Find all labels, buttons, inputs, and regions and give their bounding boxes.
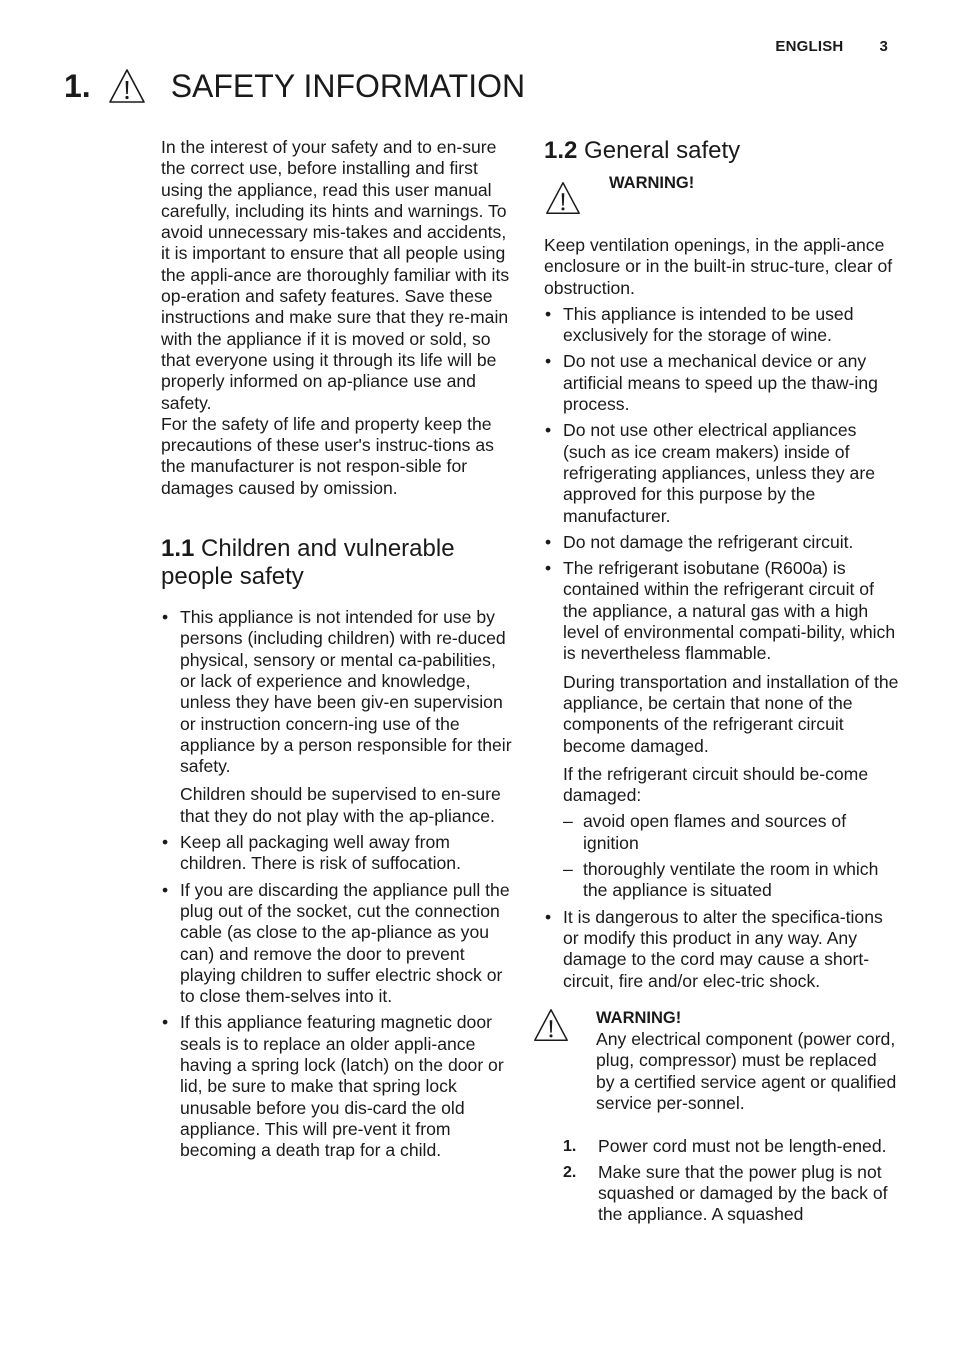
warning-triangle-icon <box>544 179 582 217</box>
numbered-item <box>563 1162 899 1226</box>
page-number: 3 <box>879 38 888 55</box>
list-item: • Do not damage the refrigerant circuit. <box>544 532 899 553</box>
section-title: Children and vulnerable people safety <box>161 535 455 591</box>
list-item: • This appliance is not intended for use by persons (including children) with re-duced physical, sensory or mental ca-pabilities, or lack of experience and knowledge, unless they have been giv-en supervision or instruction concern-ing use of the appliance by a person responsible for their safety. Children should be supervised to en-sure that they do not play with the ap-pliance. <box>161 607 513 827</box>
page-title <box>64 66 525 106</box>
dash-item: – avoid open flames and sources of ignition <box>563 811 899 854</box>
list-item: • Keep all packaging well away from children. There is risk of suffocation. <box>161 832 513 875</box>
item-number: 2. <box>563 1163 577 1181</box>
warning-triangle-icon <box>107 66 147 106</box>
children-safety-list <box>161 607 513 1161</box>
list-item: • If this appliance featuring magnetic door seals is to replace an older appli-ance having a spring lock (latch) on the door or lid, be sure to make that spring lock unusable before you dis-card the old appliance. This will pre-vent it from becoming a death trap for a child. <box>161 1012 513 1161</box>
list-item: • The refrigerant isobutane (R600a) is contained within the refrigerant circuit of the appliance, a natural gas with a high level of environmental compati-bility, which is nevertheless flammable. During transportation and installation of the appliance, be certain that none of the components of the refrigerant circuit become damaged. If the refrigerant circuit should be-come damaged: – avoid open flames and sources of ignition – thoroughly ventilate the room in which the appliance is situated <box>544 558 899 901</box>
general-safety-list <box>544 304 899 992</box>
section-1-2-heading <box>544 137 899 165</box>
warning-box <box>544 173 899 219</box>
list-item-note: If the refrigerant circuit should be-come damaged: <box>563 763 869 806</box>
list-item: • Do not use a mechanical device or any artificial means to speed up the thaw-ing process. <box>544 351 899 415</box>
left-column <box>161 137 513 1166</box>
warning-box-electrical <box>532 1008 899 1114</box>
section-number: 1.1 <box>161 535 195 563</box>
chapter-title: SAFETY INFORMATION <box>170 67 526 104</box>
list-item: • It is dangerous to alter the specifica-tions or modify this product in any way. Any damage to the cord may cause a short-circuit, fire and/or elec-tric shock. <box>544 907 899 992</box>
item-text: Make sure that the power plug is not squashed or damaged by the back of the appliance. A squashed <box>598 1161 888 1225</box>
numbered-item <box>563 1136 899 1157</box>
section-1-1-heading <box>161 535 513 591</box>
warning-text: Any electrical component (power cord, plug, compressor) must be replaced by a certified service agent or qualified service per-sonnel. <box>596 1029 897 1113</box>
right-column <box>544 137 899 1229</box>
item-number: 1. <box>563 1138 577 1156</box>
list-item-note: During transportation and installation of the appliance, be certain that none of the components of the refrigerant circuit become damaged. <box>563 671 899 756</box>
warning-label: WARNING! <box>596 1008 682 1027</box>
list-item: • Do not use other electrical appliances (such as ice cream makers) inside of refrigerating appliances, unless they are approved for this purpose by the manufacturer. <box>544 420 899 526</box>
intro-paragraph-1: In the interest of your safety and to en-sure the correct use, before installing and first using the appliance, read this user manual carefully, including its hints and warnings. To avoid unnecessary mis-takes and accidents, it is important to ensure that all people using the appli-ance are thoroughly familiar with its op-eration and safety features. Save these instructions and make sure that they re-main with the appliance if it is moved or sold, so that everyone using it through its life will be properly informed on ap-pliance use and safety. <box>161 137 510 413</box>
warning-triangle-icon <box>532 1006 570 1044</box>
list-item: • If you are discarding the appliance pull the plug out of the socket, cut the connection cable (as close to the ap-pliance as you can) and remove the door to prevent playing children to suffer electric shock or to close them-selves into it. <box>161 880 513 1008</box>
numbered-list <box>563 1136 899 1225</box>
warning-label: WARNING! <box>609 174 695 192</box>
section-title: General safety <box>584 137 741 164</box>
section-number: 1.2 <box>544 137 578 164</box>
language-label: ENGLISH <box>775 38 844 55</box>
page-header <box>775 38 888 55</box>
item-text: Power cord must not be length-ened. <box>598 1136 887 1157</box>
intro-paragraph-2: For the safety of life and property keep the precautions of these user's instruc-tions as the manufacturer is not respon-sible for damages caused by omission. <box>161 413 494 498</box>
list-item: • This appliance is intended to be used exclusively for the storage of wine. <box>544 304 899 347</box>
list-item-note: Children should be supervised to en-sure that they do not play with the ap-pliance. <box>180 784 501 826</box>
ventilation-paragraph: Keep ventilation openings, in the appli-ance enclosure or in the built-in struc-ture, clear of obstruction. <box>544 235 893 298</box>
dash-list <box>563 811 899 901</box>
dash-item: – thoroughly ventilate the room in which the appliance is situated <box>563 859 899 902</box>
chapter-number: 1. <box>64 67 91 104</box>
